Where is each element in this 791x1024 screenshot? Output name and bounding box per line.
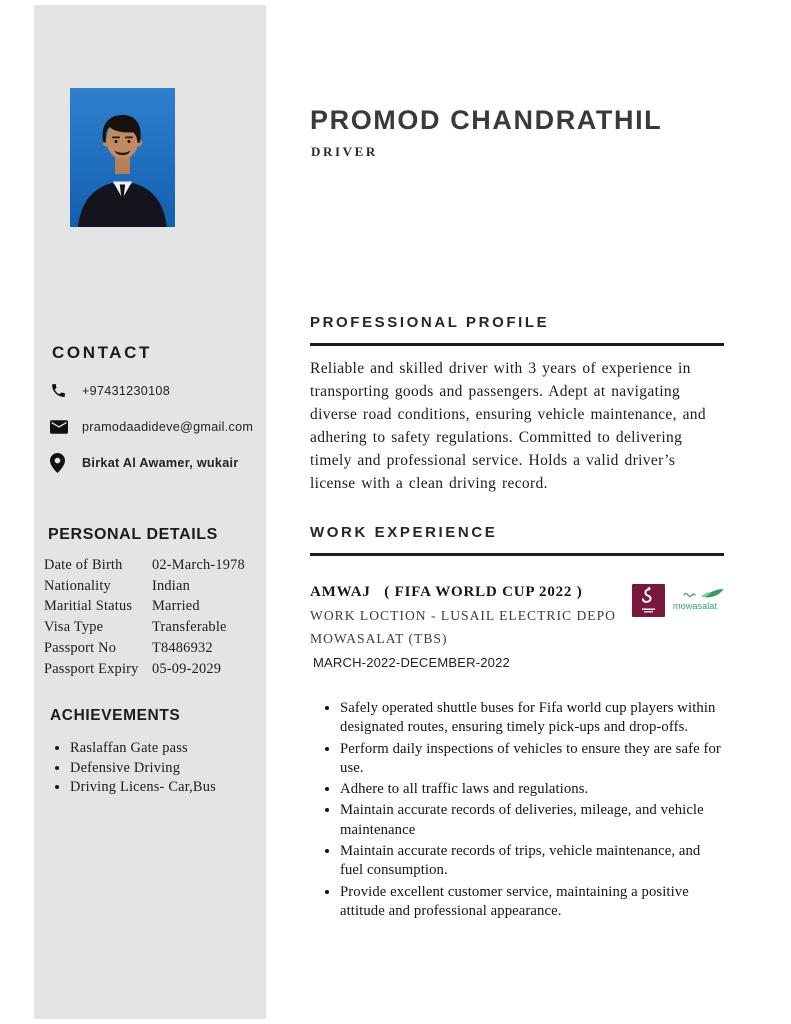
portrait-illustration	[70, 88, 175, 227]
mowasalat-logo-icon	[672, 588, 724, 614]
profile-summary: Reliable and skilled driver with 3 years of experience in transporting goods and passengers. Adept at navigating diverse road conditions, ensuring vehicle maintenance, and adhering to safety regulations. Committed to delivering timely and professional service. Holds a valid driver’s license with a clean driving record.	[310, 360, 707, 492]
work-experience-section	[310, 524, 724, 923]
professional-profile-section	[310, 314, 724, 495]
job-header	[310, 584, 724, 921]
duty-item: • Maintain accurate records of deliveries, mileage, and vehicle maintenance	[340, 801, 724, 840]
achievements-list	[48, 739, 258, 798]
job-duties-list	[310, 699, 724, 921]
professional-profile-heading: PROFESSIONAL PROFILE	[310, 314, 550, 331]
duty-item: • Adhere to all traffic laws and regulations.	[340, 780, 724, 799]
job-title: AMWAJ ( FIFA WORLD CUP 2022 )	[310, 584, 583, 600]
phone-number: +97431230108	[82, 383, 170, 398]
detail-label: Date of Birth	[44, 557, 123, 573]
email-address: pramodaadideve@gmail.com	[82, 419, 254, 434]
location-icon	[50, 453, 74, 473]
duty-item: • Provide excellent customer service, maintaining a positive attitude and professional appearance.	[340, 883, 724, 922]
detail-row	[44, 659, 260, 680]
company-logos	[632, 584, 724, 617]
profile-photo	[70, 88, 175, 227]
detail-label: Passport Expiry	[44, 660, 139, 677]
personal-details-heading: PERSONAL DETAILS	[48, 526, 218, 543]
section-divider	[310, 553, 724, 556]
detail-label: Visa Type	[44, 619, 104, 636]
achievement-item: • Defensive Driving	[70, 759, 258, 779]
phone-icon	[50, 382, 74, 399]
achievements-section	[48, 707, 258, 798]
detail-value: Married	[152, 598, 200, 615]
detail-row	[44, 596, 260, 617]
job-company-line: MOWASALAT (TBS)	[310, 631, 448, 646]
detail-label: Nationality	[44, 577, 111, 594]
detail-label: Maritial Status	[44, 598, 133, 615]
duty-item: • Safely operated shuttle buses for Fifa world cup players within designated routes, ensuring timely pick-ups and drop-offs.	[340, 699, 724, 738]
detail-value: Indian	[152, 577, 190, 594]
page-title: PROMOD CHANDRATHIL	[310, 105, 663, 135]
section-divider	[310, 343, 724, 346]
duty-item: • Maintain accurate records of trips, vehicle maintenance, and fuel consumption.	[340, 842, 724, 881]
achievement-item: • Raslaffan Gate pass	[70, 739, 258, 759]
job-dates: MARCH-2022-DECEMBER-2022	[313, 655, 510, 670]
job-role: DRIVER	[311, 144, 378, 159]
contact-heading: CONTACT	[52, 343, 153, 362]
main-column	[310, 0, 724, 1024]
location-text: Birkat Al Awamer, wukair	[82, 455, 239, 470]
detail-value: T8486932	[152, 639, 213, 656]
fifa-world-cup-2022-logo-icon	[632, 584, 665, 617]
duty-item: • Perform daily inspections of vehicles to ensure they are safe for use.	[340, 740, 724, 779]
email-icon	[50, 420, 74, 434]
detail-row	[44, 576, 260, 597]
detail-row	[44, 555, 260, 576]
achievement-item: • Driving Licens- Car,Bus	[70, 778, 258, 798]
sidebar	[34, 5, 266, 1019]
detail-value: 02-March-1978	[152, 557, 245, 573]
work-experience-heading: WORK EXPERIENCE	[310, 524, 498, 541]
detail-value: Transferable	[152, 619, 227, 636]
personal-details-section	[44, 526, 260, 679]
mowasalat-logo-text: mowasalat	[673, 601, 717, 611]
contact-email-row	[50, 416, 258, 437]
achievements-heading: ACHIEVEMENTS	[50, 707, 181, 724]
contact-section	[50, 343, 258, 488]
detail-row	[44, 638, 260, 659]
detail-value: 05-09-2029	[152, 660, 222, 677]
contact-phone-row	[50, 380, 258, 401]
contact-location-row	[50, 452, 258, 473]
detail-label: Passport No	[44, 639, 117, 656]
job-location-line: WORK LOCTION - LUSAIL ELECTRIC DEPO	[310, 608, 616, 623]
detail-row	[44, 617, 260, 638]
